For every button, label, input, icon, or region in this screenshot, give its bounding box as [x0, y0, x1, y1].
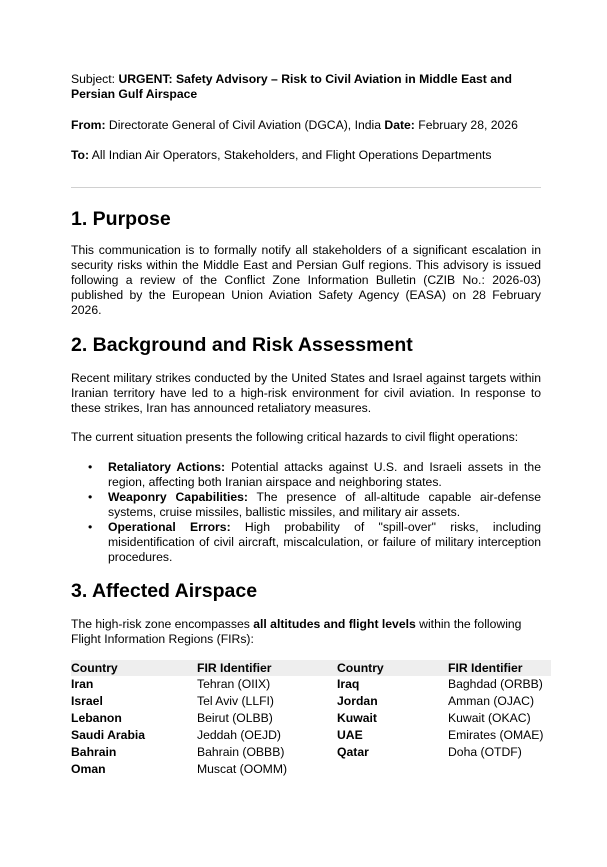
fir-cell: Bahrain (OBBB)	[197, 745, 285, 759]
country-cell: Israel	[71, 694, 103, 708]
to-text: All Indian Air Operators, Stakeholders, and Flight Operations Departments	[91, 148, 492, 162]
subject-label: Subject:	[71, 72, 116, 86]
table-header-row	[71, 660, 551, 676]
table-row	[71, 761, 551, 778]
list-item	[71, 490, 541, 520]
hazard-list	[71, 460, 541, 565]
affected-intro-pre: The high-risk zone encompasses	[71, 617, 254, 631]
fir-cell: Emirates (OMAE)	[448, 728, 544, 742]
affected-intro-bold: all altitudes and flight levels	[253, 617, 416, 631]
column-header: Country	[337, 660, 448, 676]
table-row	[71, 676, 551, 693]
fir-table	[71, 660, 551, 778]
country-cell: Iran	[71, 677, 94, 691]
hazard-text: High probability of "spill-over" risks, including misidentification of civil aircraft, miscalculation, or failure of military interception procedures.	[108, 520, 542, 564]
country-cell: Saudi Arabia	[71, 728, 146, 742]
country-cell: Lebanon	[71, 711, 122, 725]
background-heading: 2. Background and Risk Assessment	[71, 334, 413, 356]
hazard-title: Weaponry Capabilities:	[108, 490, 248, 504]
fir-cell: Kuwait (OKAC)	[448, 711, 531, 725]
table-row	[71, 744, 551, 761]
hazard-text: The presence of all-altitude capable air-defense systems, cruise missiles, ballistic missiles, and military air assets.	[108, 490, 542, 519]
list-item	[71, 460, 541, 490]
list-item	[71, 520, 541, 565]
fir-cell: Baghdad (ORBB)	[448, 677, 543, 691]
fir-cell: Tehran (OIIX)	[197, 677, 271, 691]
column-header: Country	[71, 660, 197, 676]
table-row	[71, 710, 551, 727]
fir-cell	[448, 761, 551, 778]
fir-cell: Amman (OJAC)	[448, 694, 534, 708]
country-cell: Kuwait	[337, 711, 377, 725]
country-cell: Jordan	[337, 694, 378, 708]
date-label: Date:	[384, 118, 415, 132]
affected-intro	[71, 617, 541, 647]
date-value: February 28, 2026	[418, 118, 518, 132]
subject-text: URGENT: Safety Advisory – Risk to Civil Aviation in Middle East and Persian Gulf Airspace	[71, 72, 512, 101]
country-cell: Oman	[71, 762, 106, 776]
divider	[71, 187, 541, 188]
column-header: FIR Identifier	[197, 660, 337, 676]
background-para-2: The current situation presents the following critical hazards to civil flight operations:	[71, 430, 519, 444]
country-cell: Bahrain	[71, 745, 117, 759]
affected-intro-post: within the following Flight Information Regions (FIRs):	[71, 617, 522, 646]
table-row	[71, 727, 551, 744]
fir-cell: Doha (OTDF)	[448, 745, 522, 759]
to-label: To:	[71, 148, 90, 162]
to-line	[71, 148, 541, 163]
fir-cell: Tel Aviv (LLFI)	[197, 694, 274, 708]
column-header: FIR Identifier	[448, 660, 551, 676]
fir-cell: Jeddah (OEJD)	[197, 728, 281, 742]
from-text: Directorate General of Civil Aviation (DGCA), India	[108, 118, 381, 132]
from-line	[71, 118, 541, 133]
affected-heading: 3. Affected Airspace	[71, 580, 258, 602]
background-para-1: Recent military strikes conducted by the United States and Israel against targets within Iranian territory have led to a high-risk environment for civil aviation. In response to these strikes, Iran has announced retaliatory measures.	[71, 371, 541, 415]
table-row	[71, 693, 551, 710]
hazard-title: Operational Errors:	[108, 520, 231, 534]
country-cell: Qatar	[337, 745, 369, 759]
hazard-text: Potential attacks against U.S. and Israeli assets in the region, affecting both Iranian airspace and neighboring states.	[108, 460, 541, 489]
country-cell: UAE	[337, 728, 363, 742]
country-cell	[337, 761, 448, 778]
country-cell: Iraq	[337, 677, 360, 691]
purpose-heading: 1. Purpose	[71, 208, 171, 230]
fir-cell: Beirut (OLBB)	[197, 711, 273, 725]
hazard-title: Retaliatory Actions:	[108, 460, 226, 474]
purpose-body: This communication is to formally notify all stakeholders of a significant escalation in security risks within the Middle East and Persian Gulf regions. This advisory is issued following a review of the Conflict Zone Information Bulletin (CZIB No.: 2026-03) published by the European Union Aviation Safety Agency (EASA) on 28 February 2026.	[71, 243, 541, 317]
subject-line	[71, 72, 541, 102]
from-label: From:	[71, 118, 106, 132]
fir-cell: Muscat (OOMM)	[197, 762, 288, 776]
